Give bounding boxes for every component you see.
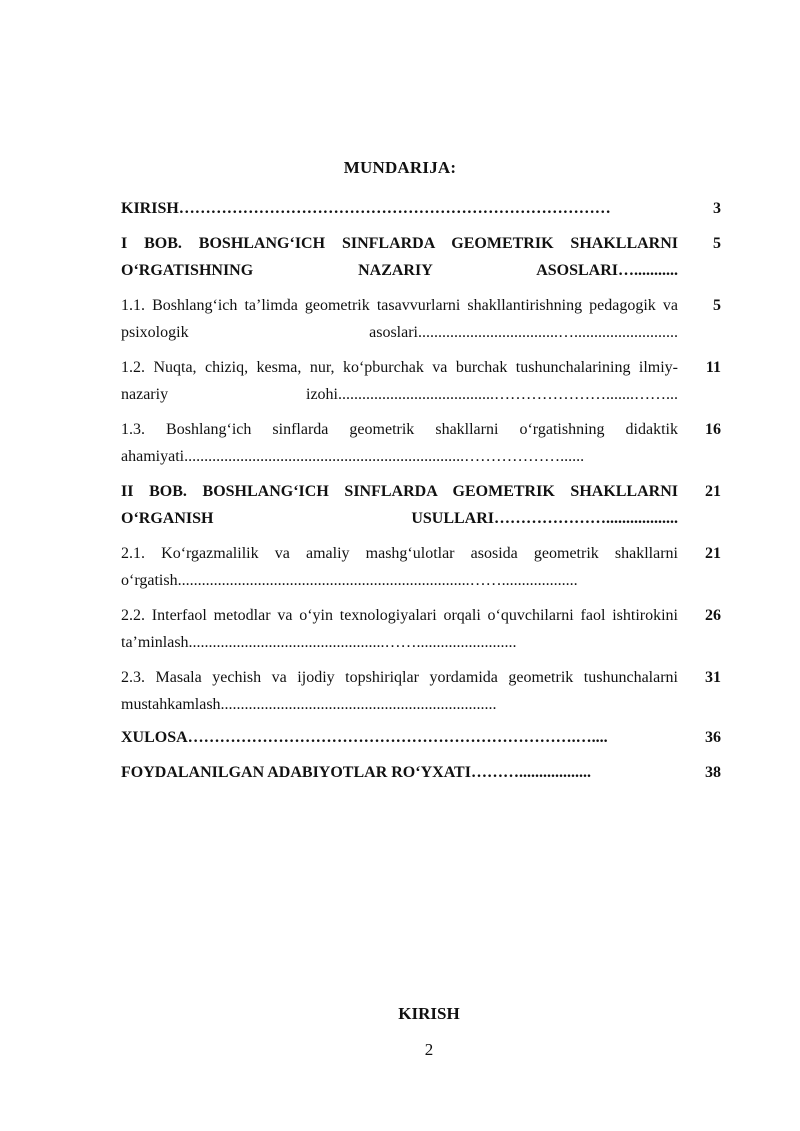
toc-entry-text: II BOB. BOSHLANG‘ICH SINFLARDA GEOMETRIK SHAKLLARNI O‘RGANISH USULLARI………………….................. [121, 483, 678, 527]
page-number: 2 [424, 1040, 434, 1059]
page-title: MUNDARIJA: [343, 158, 457, 177]
toc-entry-section-2-3[interactable] [121, 664, 721, 718]
toc-entry-text: 2.2. Interfaol metodlar va o‘yin texnologiyalari orqali o‘quvchilarni faol ishtirokini ta’minlash.................................................……......................... [121, 607, 678, 651]
toc-entry-text: XULOSA……………………………………………………………….….... [121, 729, 608, 746]
toc-entry-intro[interactable] [121, 195, 721, 222]
toc-entry-page: 31 [705, 669, 721, 686]
toc-entry-page: 36 [705, 729, 721, 746]
toc-entry-section-1-3[interactable] [121, 416, 721, 470]
table-of-contents [121, 195, 721, 786]
toc-entry-section-2-1[interactable] [121, 540, 721, 594]
toc-entry-page: 16 [705, 421, 721, 438]
toc-entry-section-2-2[interactable] [121, 602, 721, 656]
toc-entry-text: FOYDALANILGAN ADABIYOTLAR RO‘YXATI……….................. [121, 764, 591, 781]
toc-entry-page: 26 [705, 607, 721, 624]
toc-entry-section-1-2[interactable] [121, 354, 721, 408]
toc-entry-text: 2.1. Ko‘rgazmalilik va amaliy mashg‘ulotlar asosida geometrik shakllarni o‘rgatish.........................................................................……................... [121, 545, 678, 589]
toc-entry-chapter-2[interactable] [121, 478, 721, 532]
toc-entry-page: 11 [705, 359, 721, 376]
toc-entry-chapter-1[interactable] [121, 230, 721, 284]
toc-entry-page: 21 [705, 545, 721, 562]
toc-entry-text: 2.3. Masala yechish va ijodiy topshiriqlar yordamida geometrik tushunchalarni mustahkamlash..................................................................... [121, 669, 678, 713]
toc-entry-page: 38 [705, 764, 721, 781]
toc-entry-page: 21 [705, 483, 721, 500]
toc-entry-page: 3 [713, 200, 721, 217]
toc-entry-conclusion[interactable] [121, 724, 721, 751]
toc-entry-text: KIRISH……………………………………………………………………… [121, 200, 611, 217]
toc-entry-references[interactable] [121, 759, 721, 786]
toc-entry-page: 5 [713, 297, 721, 314]
toc-entry-page: 5 [713, 235, 721, 252]
toc-entry-text: I BOB. BOSHLANG‘ICH SINFLARDA GEOMETRIK SHAKLLARNI O‘RGATISHNING NAZARIY ASOSLARI…........... [121, 235, 678, 279]
toc-entry-text: 1.1. Boshlang‘ich ta’limda geometrik tasavvurlarni shakllantirishning pedagogik va psixologik asoslari...................................….......................... [121, 297, 678, 341]
toc-entry-text: 1.2. Nuqta, chiziq, kesma, nur, ko‘pburchak va burchak tushunchalarining ilmiy-nazariy izohi.......................................………………….......……... [121, 359, 678, 403]
toc-entry-section-1-1[interactable] [121, 292, 721, 346]
toc-entry-text: 1.3. Boshlang‘ich sinflarda geometrik shakllarni o‘rgatishning didaktik ahamiyati......................................................................………………...... [121, 421, 678, 465]
section-heading: KIRISH [398, 1004, 460, 1023]
